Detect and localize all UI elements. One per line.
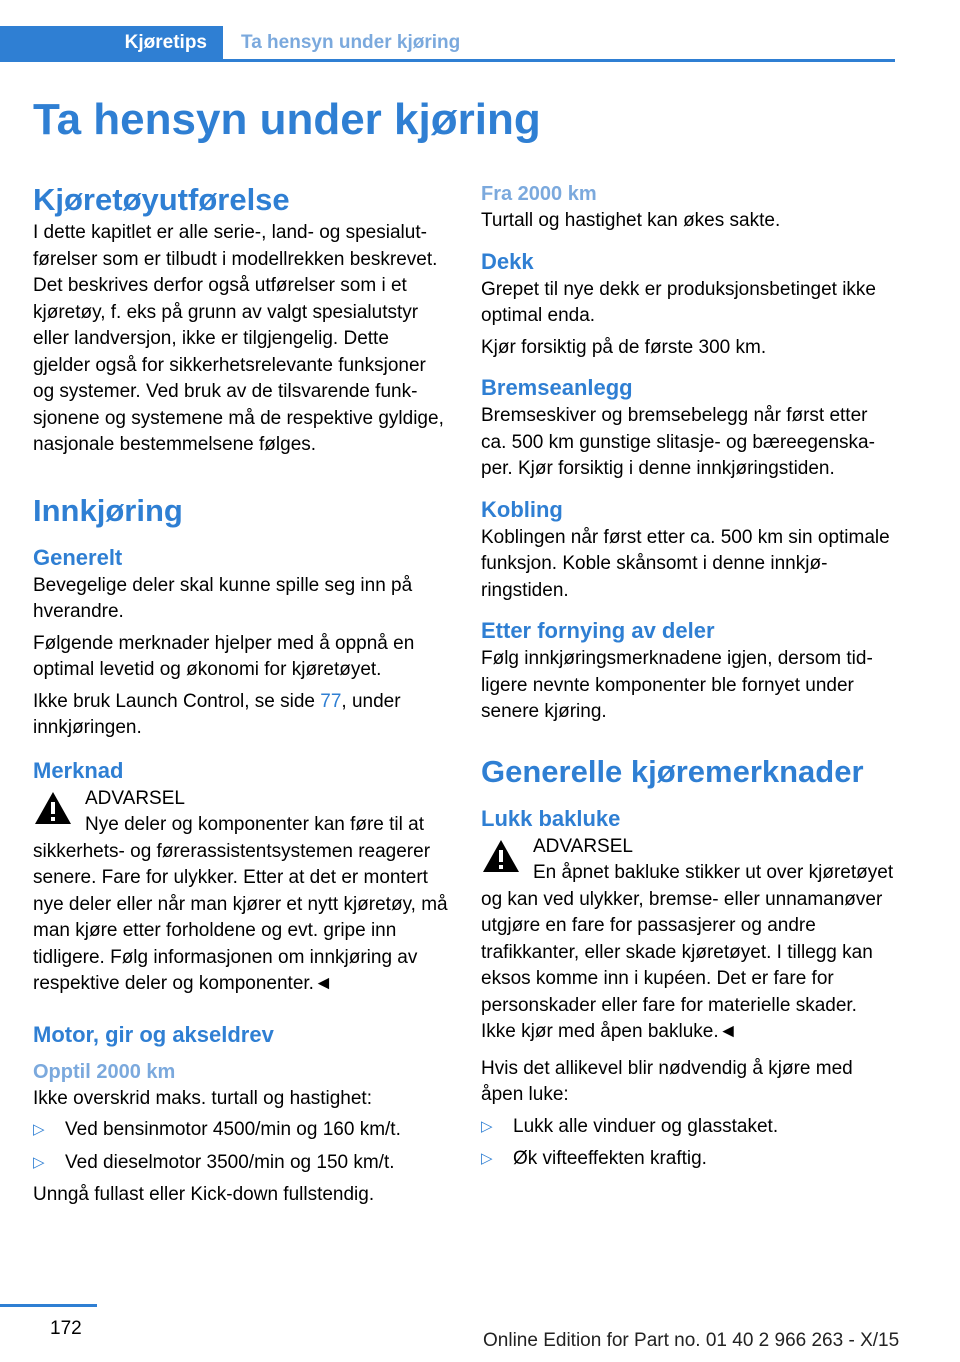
heading-etter-fornying: Etter fornying av deler [481, 618, 715, 643]
heading-innkjoring: Innkjøring [33, 492, 183, 528]
heading-bremseanlegg: Bremseanlegg [481, 375, 633, 400]
fra-text: Turtall og hastighet kan økes sakte. [481, 210, 781, 231]
kjoretoyutforelse-text: I dette kapitlet er alle serie-, land- og spesialutførelser som er tilbudt i modellrekken beskrevet. Det beskrives derfor også utførelser som i et kjøretøy, f. eks på grunn av valgt spesialutstyr eller landversjon, ikke er tilgjengelig. Dette gjelder også for sikkerhetsrelevante funksjoner og systemer. Ved bruk av de tilsvarende funksjonene og systemene må de respektive gyldige, nasjonale bestemmelsene følges. [33, 222, 444, 455]
list-item-text: Lukk alle vinduer og glasstaket. [513, 1115, 779, 1137]
header-rule [0, 59, 895, 62]
kobling-text: Koblingen når først etter ca. 500 km sin optimale funksjon. Koble skånsomt i denne innkjøringstiden. [481, 526, 890, 601]
warning-block-right [481, 834, 896, 1046]
warning-triangle-icon [33, 790, 73, 826]
heading-merknad: Merknad [33, 757, 124, 783]
heading-motor: Motor, gir og akseldrev [33, 1021, 274, 1047]
left-column [33, 180, 448, 1214]
warning-triangle-icon [481, 838, 521, 874]
warning-text: Nye deler og komponenter kan føre til at sikkerhets- og førerassistentsystemen reagerer senere. Fare for ulykker. Etter at det er montert nye deler eller når man kjører et nytt kjøretøy, må man kjøre etter forholdene og evt. gripe inn tidligere. Følg informasjonen om innkjøring av respektive deler og komponenter.◄ [33, 814, 448, 994]
warning-label: ADVARSEL [533, 835, 633, 857]
page-header [0, 26, 895, 62]
list-item-text: Øk vifteeffekten kraftig. [513, 1148, 707, 1169]
triangle-right-icon: ▷ [33, 1153, 45, 1171]
page-link-77[interactable]: 77 [320, 690, 342, 712]
section-tab: Kjøretips [0, 26, 223, 60]
heading-dekk: Dekk [481, 248, 534, 274]
generelt-p1: Bevegelige deler skal kunne spille seg inn på hverandre. [33, 574, 413, 622]
list-item [33, 1117, 448, 1144]
heading-generelt: Generelt [33, 544, 123, 570]
chapter-tab: Ta hensyn under kjøring [241, 32, 461, 53]
list-item [481, 1146, 896, 1173]
edition-text: Online Edition for Part no. 01 40 2 966 263 - X/15 [483, 1330, 900, 1351]
triangle-right-icon: ▷ [33, 1121, 45, 1138]
warning-text: En åpnet bakluke stikker ut over kjøretøyet og kan ved ulykker, bremse- eller unnamanøver utgjøre en fare for passasjerer og andre trafikkanter, eller skade kjøretøyet. I tillegg kan eksos komme inn i kupéen. Det er fare for personskader eller fare for materielle skader. Ikke kjør med åpen bakluke.◄ [481, 862, 894, 1042]
heading-kobling: Kobling [481, 496, 563, 522]
heading-kjoretoyutforelse: Kjøretøyutførelse [33, 182, 290, 217]
page-number: 172 [50, 1318, 82, 1339]
list-item [481, 1114, 896, 1141]
heading-opptil: Opptil 2000 km [33, 1060, 176, 1083]
generelt-p3-before: Ikke bruk Launch Control, se side [33, 690, 321, 712]
generelt-p3-after: , under innkjøringen. [33, 690, 401, 738]
warning-block-left [33, 786, 448, 998]
dekk-p2: Kjør forsiktig på de første 300 km. [481, 336, 767, 358]
generelt-p2: Følgende merknader hjelper med å oppnå en optimal levetid og økonomi for kjøretøyet. [33, 632, 415, 680]
hvis-text: Hvis det allikevel blir nødvendig å kjøre med åpen luke: [481, 1057, 853, 1105]
unnga-text: Unngå fullast eller Kick-down fullstendig. [33, 1184, 375, 1205]
heading-fra-2000: Fra 2000 km [481, 183, 597, 205]
generelt-p3 [33, 689, 448, 742]
heading-generelle: Generelle kjøremerknader [481, 753, 864, 789]
list-item-text: Ved dieselmotor 3500/min og 150 km/t. [65, 1151, 395, 1173]
page-title: Ta hensyn under kjøring [33, 95, 541, 144]
warning-label: ADVARSEL [85, 787, 185, 809]
right-column [481, 180, 896, 1179]
heading-lukk-bakluke: Lukk bakluke [481, 805, 621, 831]
opptil-text: Ikke overskrid maks. turtall og hastighet: [33, 1087, 372, 1109]
triangle-right-icon: ▷ [481, 1150, 493, 1167]
etter-text: Følg innkjøringsmerknadene igjen, dersom tidligere nevnte komponenter ble fornyet under senere kjøring. [481, 648, 873, 722]
list-item [33, 1150, 448, 1177]
triangle-right-icon: ▷ [481, 1117, 493, 1135]
dekk-p1: Grepet til nye dekk er produksjonsbetinget ikke optimal enda. [481, 278, 876, 326]
bremse-text: Bremseskiver og bremsebelegg når først etter ca. 500 km gunstige slitasje- og bæreegenskaper. Kjør forsiktig i denne innkjøringstiden. [481, 405, 875, 479]
list-item-text: Ved bensinmotor 4500/min og 160 km/t. [65, 1119, 401, 1140]
footer-rule [0, 1304, 97, 1307]
